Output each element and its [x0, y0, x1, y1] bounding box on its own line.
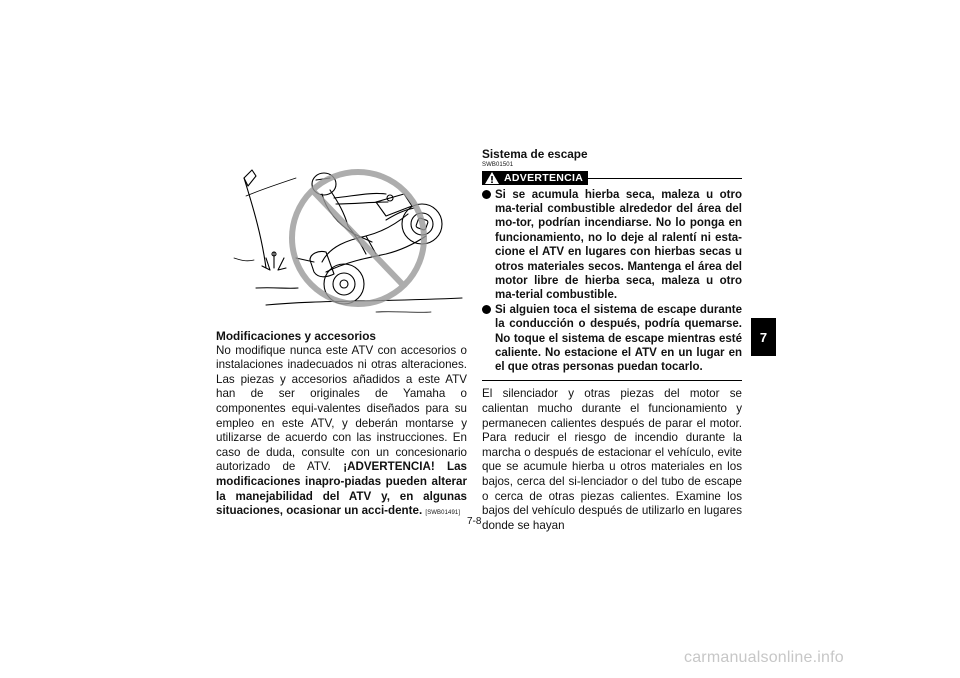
- section-heading-modifications: Modificaciones y accesorios: [216, 329, 376, 343]
- watermark: carmanualsonline.info: [684, 649, 844, 666]
- warning-code: [SWB01491]: [425, 510, 461, 517]
- modifications-section: [216, 329, 467, 519]
- warning-rule: [588, 178, 742, 179]
- modifications-warning: ¡ADVERTENCIA! Las modificaciones inapro-piadas pueden alterar la manejabilidad del ATV y, en algunas situaciones, ocasionar un acci-dente.: [216, 460, 467, 518]
- modifications-paragraph: [216, 344, 467, 519]
- warning-triangle-icon: [484, 171, 500, 185]
- modifications-body: No modifique nunca este ATV con accesorios o instalaciones inadecuados ni otras alteraciones. Las piezas y accesorios añadidos a este ATV han de ser originales de Yamaha o componentes equi-valentes diseñados para su empleo en este ATV, y deberán montarse y utilizarse de acuerdo con las instrucciones. En caso de duda, consulte con un concesionario autorizado de ATV.: [216, 343, 467, 474]
- bullet-icon: [482, 305, 491, 314]
- bullet-text: Si se acumula hierba seca, maleza u otro ma-terial combustible alrededor del área del mo-tor, podrían incendiarse. No lo ponga en funcionamiento, no lo deje al ralentí ni esta-cione el ATV en lugares con hierbas secas u otros materiales secos. Mantenga el área del motor libre de hierba seca, maleza u otro ma-terial combustible.: [495, 188, 742, 302]
- section-code: SWB01501: [482, 161, 514, 168]
- prohibited-atv-wheelie-illustration: [226, 150, 466, 320]
- warning-list: [482, 188, 742, 375]
- list-item: [482, 303, 742, 375]
- exhaust-section: [482, 147, 742, 533]
- section-heading-exhaust: Sistema de escape: [482, 147, 588, 161]
- exhaust-body: El silenciador y otras piezas del motor se calientan mucho durante el funcionamiento y permanecen calientes después de parar el motor. Para reducir el riesgo de incendio durante la marcha o después de estacionar el vehículo, evite que se acumule hierba u otros materiales en los bajos, cerca del si-lenciador o del tubo de escape o cerca de otras piezas calientes. Examine los bajos del vehículo después de utilizarlo en lugares donde se hayan: [482, 387, 742, 532]
- bullet-icon: [482, 190, 491, 199]
- warning-header: [482, 171, 742, 186]
- warning-end-rule: [482, 380, 742, 382]
- warning-badge-label: ADVERTENCIA: [504, 171, 584, 184]
- chapter-tab: 7: [751, 318, 776, 356]
- bullet-text: Si alguien toca el sistema de escape durante la conducción o después, podría quemarse. No toque el sistema de escape mientras esté caliente. No estacione el ATV en un lugar en el que otras personas puedan tocarlo.: [495, 303, 742, 374]
- list-item: [482, 188, 742, 303]
- page-number: 7-8: [467, 516, 482, 527]
- warning-badge: [482, 171, 588, 185]
